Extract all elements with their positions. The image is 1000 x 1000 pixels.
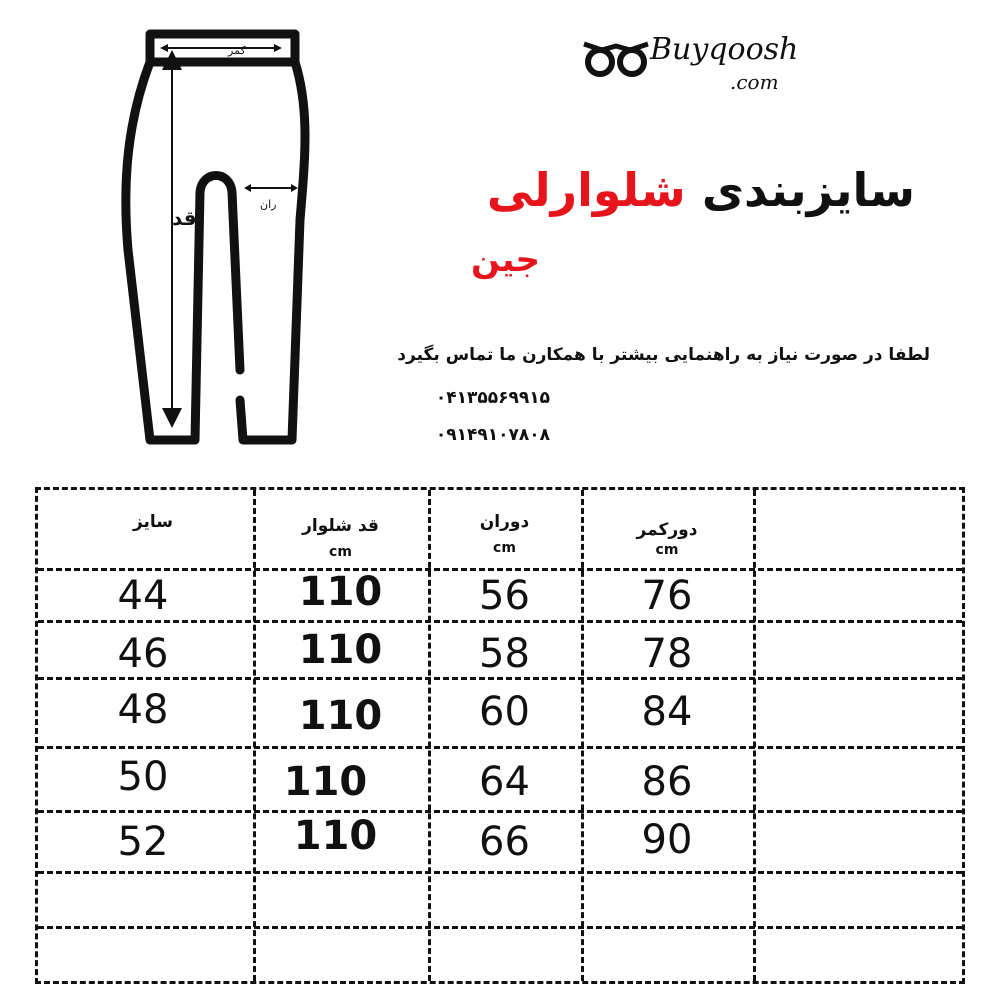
table-cell: 76 [641, 573, 693, 619]
pants-outline-icon [100, 20, 340, 450]
header-thigh: دوران cm [479, 512, 530, 556]
header-waist: دورکمر cm [636, 520, 698, 558]
table-cell: 110 [283, 759, 368, 805]
contact-message: لطفا در صورت نیاز به راهنمایی بیشتر با همکارن ما تماس بگیرد [397, 345, 930, 365]
table-cell: 56 [479, 573, 530, 619]
title-part1: سایزبندی [701, 163, 915, 217]
header-size: سایز [132, 512, 174, 532]
page-title [487, 160, 915, 220]
size-table [35, 487, 965, 984]
table-cell: 110 [298, 569, 383, 615]
phone-number-1: ۰۴۱۳۵۵۶۹۹۱۵ [435, 388, 550, 408]
header-length: قد شلوار cm [302, 516, 379, 560]
table-cell: 52 [117, 819, 169, 865]
table-cell: 110 [298, 693, 383, 739]
table-cell: 64 [479, 759, 530, 805]
table-cell: 60 [479, 689, 530, 735]
table-cell: 78 [641, 631, 693, 677]
phone-number-2: ۰۹۱۴۹۱۰۷۸۰۸ [435, 425, 550, 445]
table-cell: 44 [117, 573, 169, 619]
table-cell: 58 [479, 631, 530, 677]
brand-domain: .com [730, 70, 779, 94]
table-cell: 50 [117, 754, 169, 800]
page-subtitle: جین [471, 240, 540, 280]
table-cell: 46 [117, 631, 169, 677]
brand-logo [580, 30, 799, 100]
title-part2: شلوارلی [486, 163, 686, 217]
table-cell: 110 [293, 813, 378, 859]
pants-diagram [100, 20, 340, 450]
table-cell: 48 [117, 687, 169, 733]
thigh-label: ران [260, 198, 277, 211]
waist-label: کمر [228, 44, 246, 57]
owl-eyes-icon [582, 38, 650, 78]
table-cell: 86 [641, 759, 693, 805]
table-cell: 84 [641, 689, 693, 735]
table-cell: 110 [298, 627, 383, 673]
table-cell: 66 [479, 819, 530, 865]
table-cell: 90 [641, 817, 693, 863]
length-label: قد [172, 206, 197, 230]
brand-name: Buyqoosh [650, 32, 799, 67]
